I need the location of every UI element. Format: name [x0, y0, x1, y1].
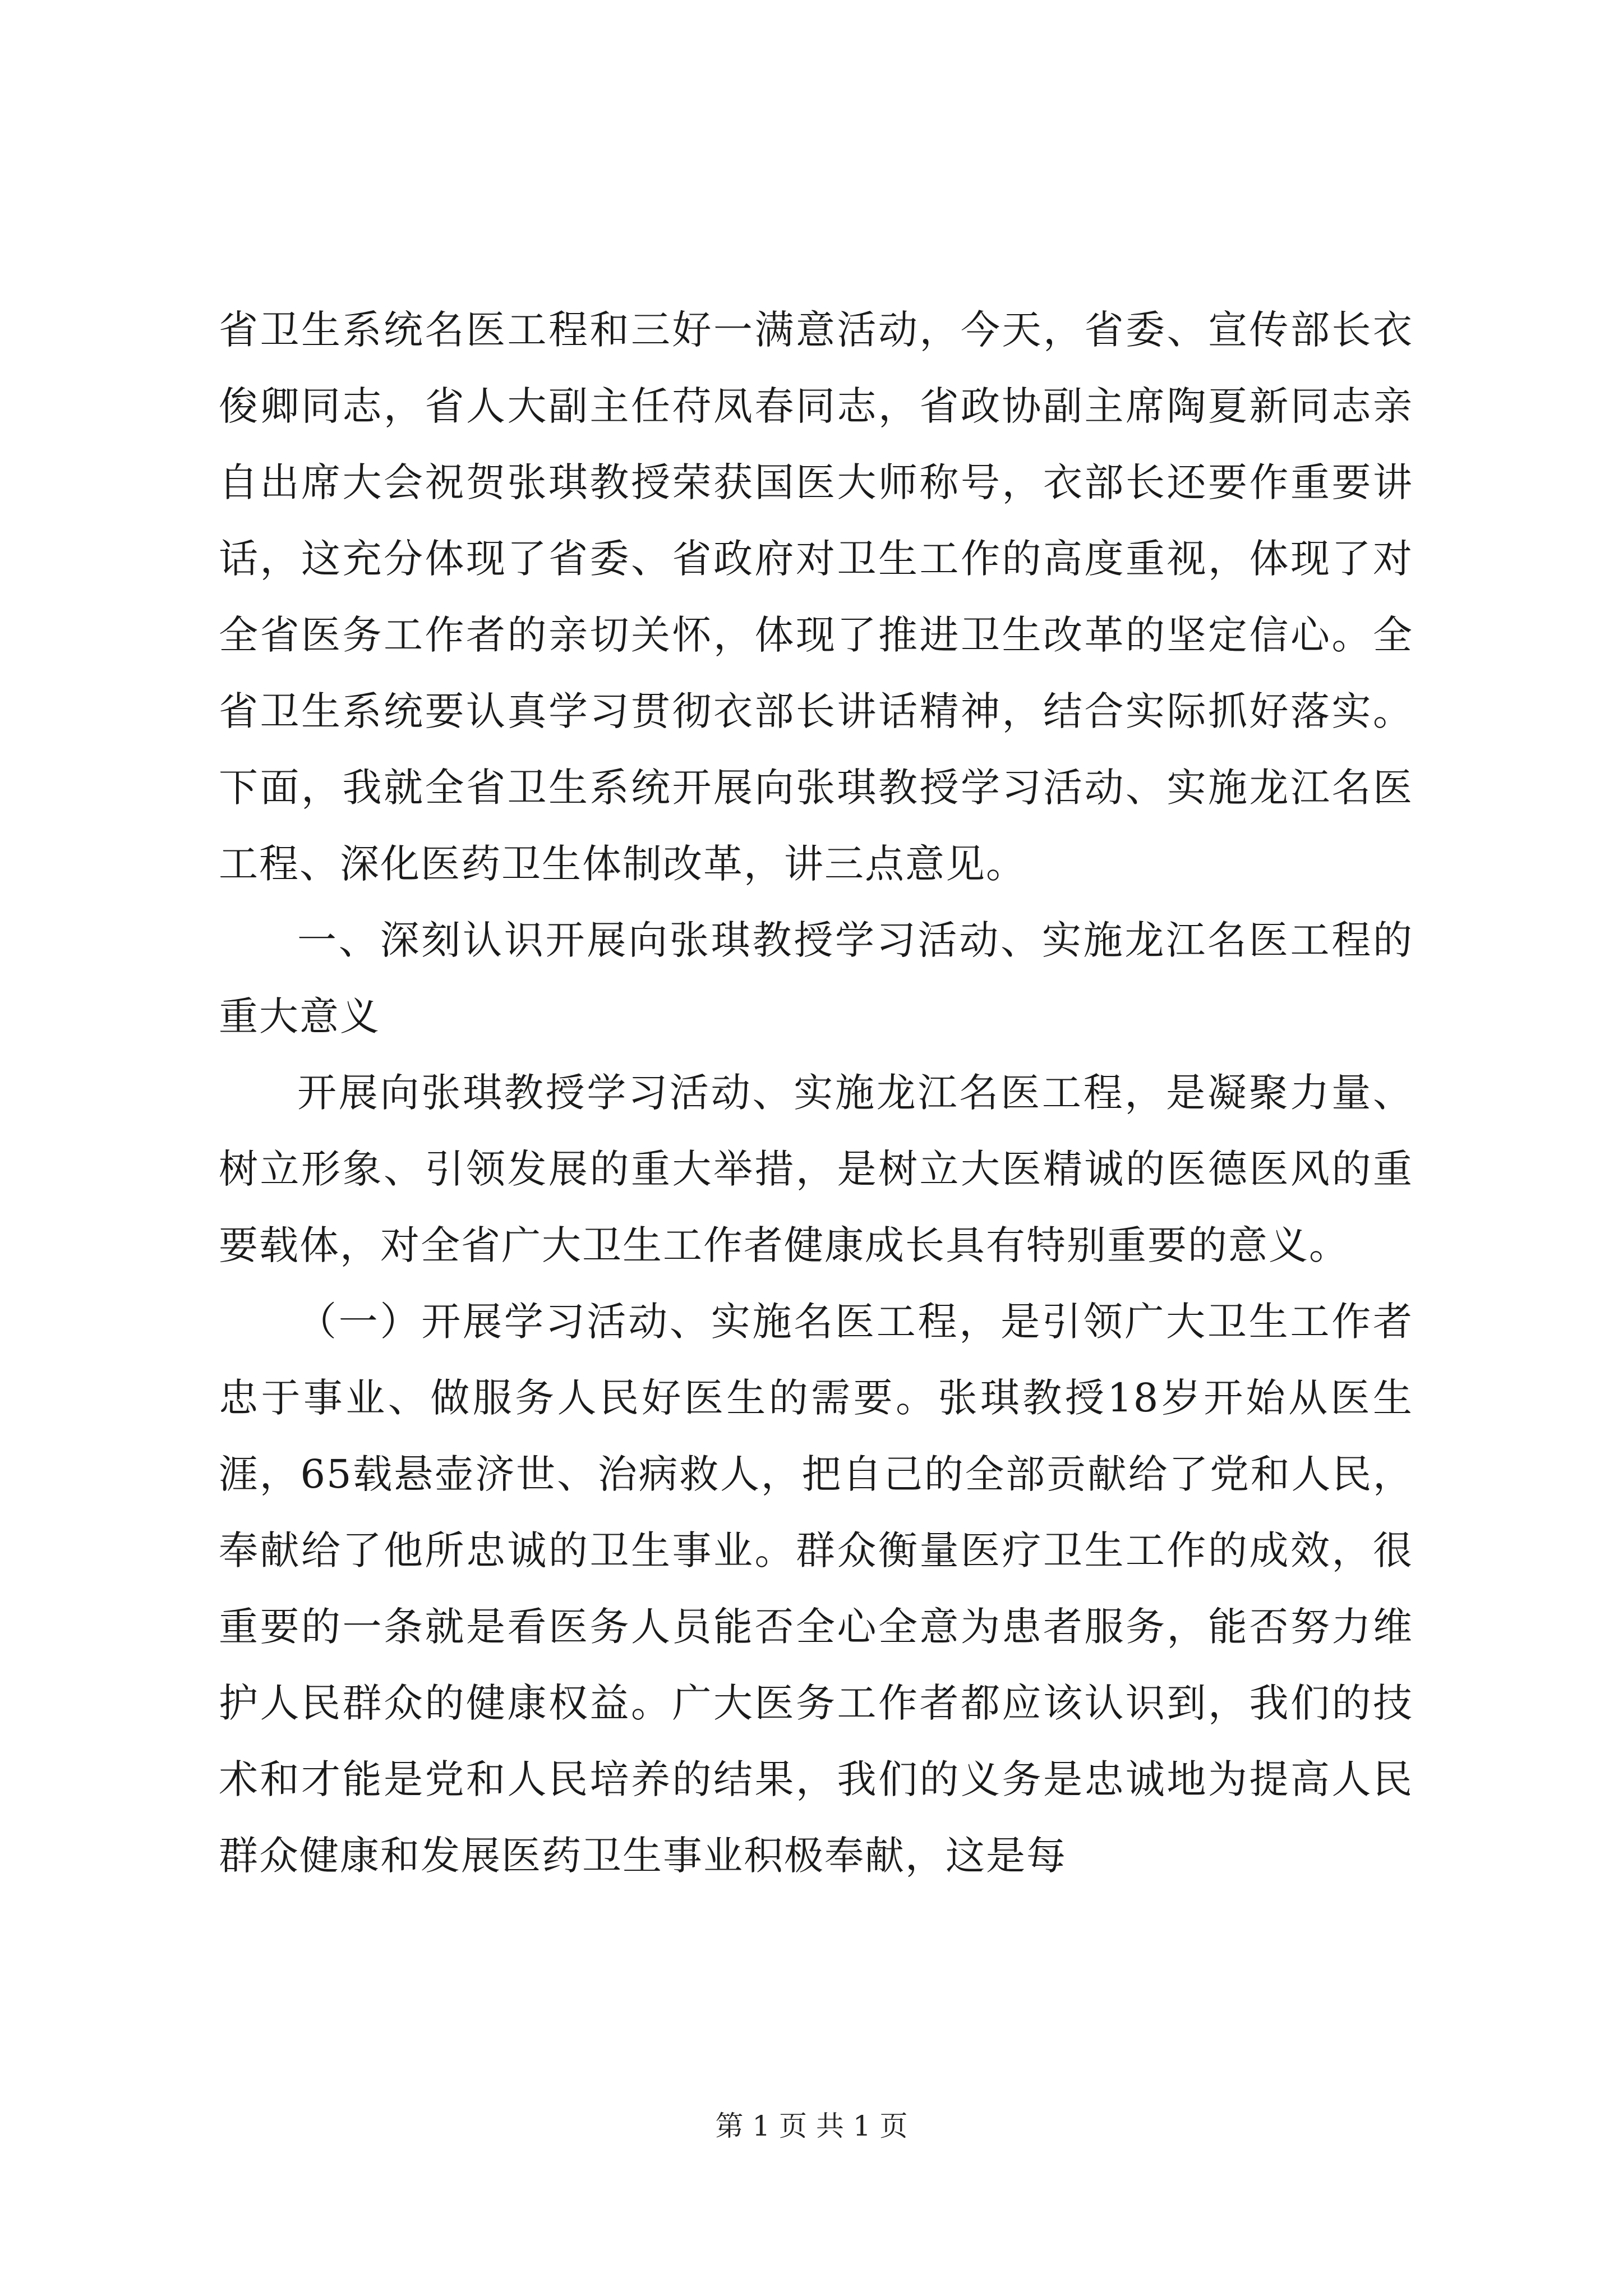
paragraph-subsection-1: （一）开展学习活动、实施名医工程，是引领广大卫生工作者忠于事业、做服务人民好医生的需要。张琪教授18岁开始从医生涯，65载悬壶济世、治病救人，把自己的全部贡献给了党和人民，奉献给了他所忠诚的卫生事业。群众衡量医疗卫生工作的成效，很重要的一条就是看医务人员能否全心全意为患者服务，能否努力维护人民群众的健康权益。广大医务工作者都应该认识到，我们的技术和才能是党和人民培养的结果，我们的义务是忠诚地为提高人民群众健康和发展医药卫生事业积极奉献，这是每 [219, 1299, 1413, 1879]
paragraph-section-1: 开展向张琪教授学习活动、实施龙江名医工程，是凝聚力量、树立形象、引领发展的重大举措，是树立大医精诚的医德医风的重要载体，对全省广大卫生工作者健康成长具有特别重要的意义。 [219, 1070, 1413, 1268]
section-heading-1: 一、深刻认识开展向张琪教授学习活动、实施龙江名医工程的重大意义 [219, 917, 1413, 1039]
page-footer: 第 1 页 共 1 页 [715, 2110, 908, 2142]
paragraph-intro: 省卫生系统名医工程和三好一满意活动，今天，省委、宣传部长衣俊卿同志，省人大副主任苻凤春同志，省政协副主席陶夏新同志亲自出席大会祝贺张琪教授荣获国医大师称号，衣部长还要作重要讲话，这充分体现了省委、省政府对卫生工作的高度重视，体现了对全省医务工作者的亲切关怀，体现了推进卫生改革的坚定信心。全省卫生系统要认真学习贯彻衣部长讲话精神，结合实际抓好落实。下面，我就全省卫生系统开展向张琪教授学习活动、实施龙江名医工程、深化医药卫生体制改革，讲三点意见。 [219, 307, 1413, 887]
document-body [219, 292, 1413, 1894]
